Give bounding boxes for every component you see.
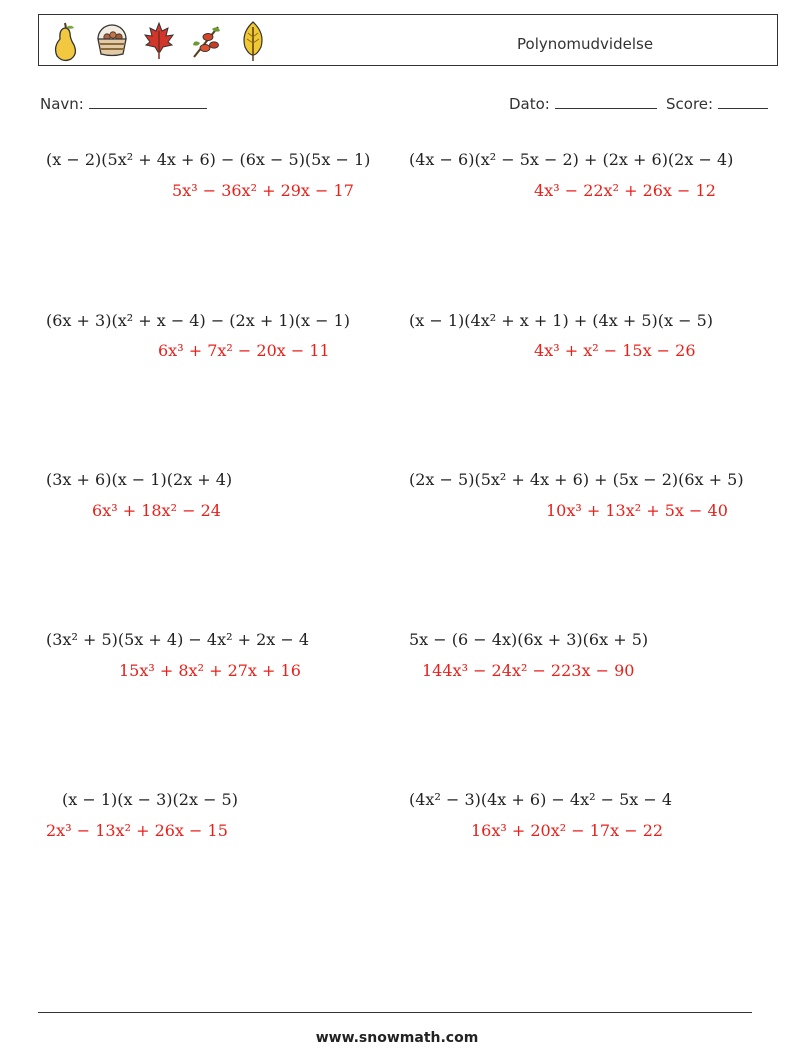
pear-icon (47, 19, 83, 63)
answer-10: 16x³ + 20x² − 17x − 22 (471, 821, 664, 840)
answer-1: 5x³ − 36x² + 29x − 17 (172, 181, 354, 200)
answer-4: 4x³ + x² − 15x − 26 (534, 341, 696, 360)
date-line (555, 94, 657, 109)
header-icons (47, 19, 271, 63)
footer-url[interactable]: www.snowmath.com (315, 1030, 479, 1046)
problem-3: (6x + 3)(x² + x − 4) − (2x + 1)(x − 1) (46, 311, 351, 330)
name-field (40, 94, 207, 113)
answer-7: 15x³ + 8x² + 27x + 16 (119, 661, 301, 680)
name-label: Navn: (40, 95, 84, 113)
sheet-title: Polynomudvidelse (517, 35, 654, 53)
nut-basket-icon (94, 19, 130, 63)
answer-6: 10x³ + 13x² + 5x − 40 (546, 501, 728, 520)
answer-2: 4x³ − 22x² + 26x − 12 (534, 181, 716, 200)
answer-5: 6x³ + 18x² − 24 (92, 501, 221, 520)
problem-10: (4x² − 3)(4x + 6) − 4x² − 5x − 4 (409, 790, 673, 809)
score-label: Score: (666, 95, 714, 113)
problem-7: (3x² + 5)(5x + 4) − 4x² + 2x − 4 (46, 630, 310, 649)
problem-1: (x − 2)(5x² + 4x + 6) − (6x − 5)(5x − 1) (46, 150, 371, 169)
problem-4: (x − 1)(4x² + x + 1) + (4x + 5)(x − 5) (409, 311, 714, 330)
problem-8: 5x − (6 − 4x)(6x + 3)(6x + 5) (409, 630, 649, 649)
maple-leaf-icon (141, 19, 177, 63)
footer-divider (38, 1012, 752, 1013)
problem-9: (x − 1)(x − 3)(2x − 5) (62, 790, 238, 809)
rosehip-branch-icon (188, 19, 224, 63)
header-box (38, 14, 778, 66)
answer-9: 2x³ − 13x² + 26x − 15 (46, 821, 228, 840)
problem-2: (4x − 6)(x² − 5x − 2) + (2x + 6)(2x − 4) (409, 150, 734, 169)
answer-8: 144x³ − 24x² − 223x − 90 (422, 661, 635, 680)
yellow-leaf-icon (235, 19, 271, 63)
score-line (718, 94, 768, 109)
date-field (509, 94, 657, 113)
name-line (89, 94, 207, 109)
score-field (666, 94, 768, 113)
problem-5: (3x + 6)(x − 1)(2x + 4) (46, 470, 233, 489)
problem-6: (2x − 5)(5x² + 4x + 6) + (5x − 2)(6x + 5) (409, 470, 744, 489)
date-label: Dato: (509, 95, 550, 113)
answer-3: 6x³ + 7x² − 20x − 11 (158, 341, 330, 360)
